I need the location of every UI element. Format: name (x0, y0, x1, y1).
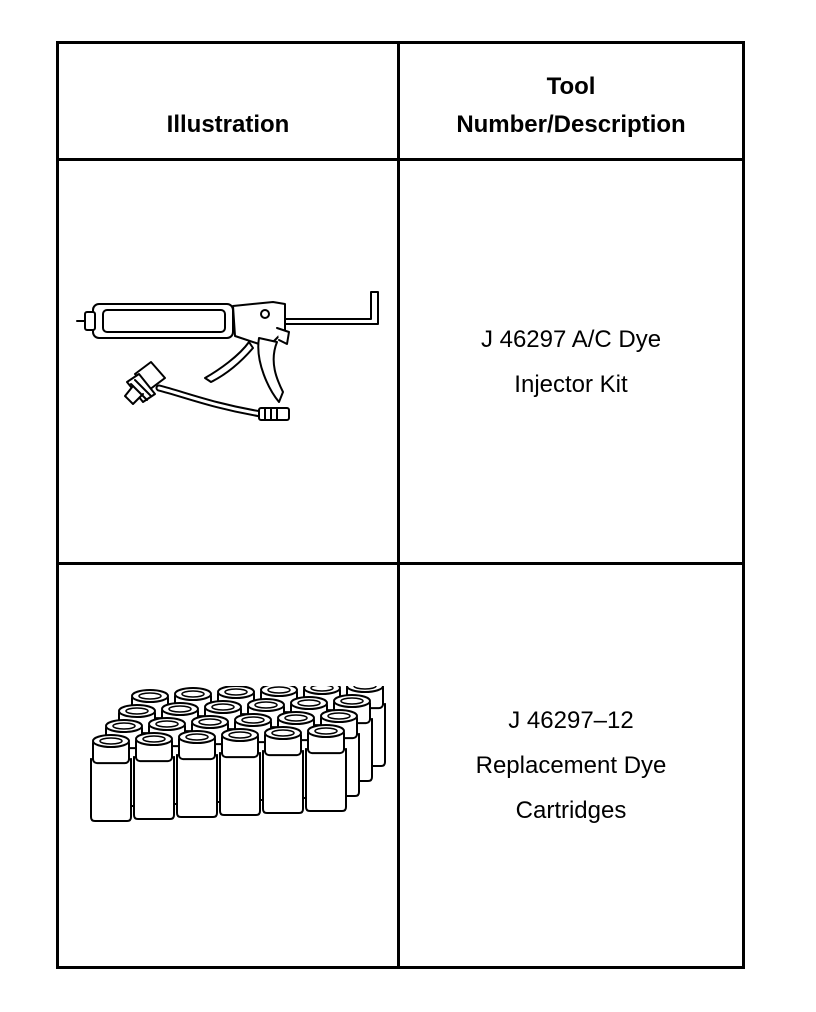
description-line: J 46297 A/C Dye (480, 325, 662, 353)
header-row (58, 43, 744, 160)
cartridge-bottle (134, 733, 174, 819)
cartridge-bottle (263, 727, 303, 813)
header-tool-line1: Tool (546, 73, 596, 100)
description-line: Injector Kit (514, 370, 628, 398)
header-illustration-label: Illustration (166, 111, 290, 138)
description-line: Cartridges (515, 797, 627, 824)
header-illustration (58, 43, 399, 160)
cartridge-bottle (220, 729, 260, 815)
cartridge-bottle (306, 725, 346, 811)
cartridge-bottle (177, 731, 217, 817)
description-line: Replacement Dye (475, 752, 667, 779)
tool-table (56, 41, 745, 969)
description-line: J 46297–12 (508, 707, 634, 734)
dye-injector-gun-icon (73, 282, 383, 442)
table-row (58, 564, 744, 968)
tool-description (400, 698, 742, 833)
description-cell (399, 160, 744, 564)
illustration-cell (58, 564, 399, 968)
tool-description (400, 317, 742, 407)
dye-cartridges-icon (68, 686, 388, 846)
header-tool (399, 43, 744, 160)
header-tool-line2: Number/Description (456, 111, 686, 138)
cartridge-bottle (91, 735, 131, 821)
table-row (58, 160, 744, 564)
description-cell (399, 564, 744, 968)
illustration-cell (58, 160, 399, 564)
